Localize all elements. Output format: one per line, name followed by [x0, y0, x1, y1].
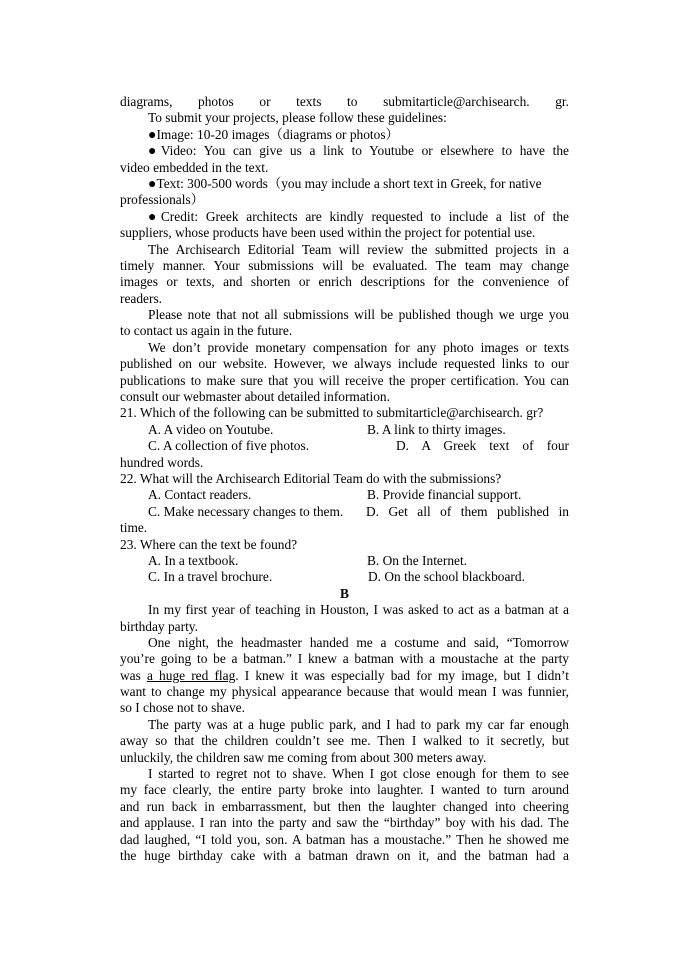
bullet-video-text: Video: You can give us a link to Youtube or elsewhere to have the	[160, 143, 569, 159]
option-c[interactable]: C. A collection of five photos.	[148, 438, 310, 454]
story-paragraph: and run back in embarrassment, but then the laughter changed into cheering	[120, 798, 569, 814]
bullet-icon: ●	[148, 176, 157, 192]
option-c[interactable]: C. Make necessary changes to them.	[148, 503, 344, 519]
option-b[interactable]: B. A link to thirty images.	[367, 421, 506, 437]
option-a[interactable]: A. In a textbook.	[148, 552, 239, 568]
story-paragraph: birthday party.	[120, 618, 198, 634]
note-paragraph: Please note that not all submissions will be published though we urge you	[148, 307, 569, 323]
question-21-options-cd	[120, 438, 569, 454]
compensation-paragraph: published on our website. However, we always include requested links to our	[120, 356, 569, 372]
review-paragraph: images or texts, and shorten or enrich descriptions for the convenience of	[120, 274, 569, 290]
bullet-image-text: Image: 10-20 images（diagrams or photos）	[156, 126, 399, 142]
bullet-video-cont: video embedded in the text.	[120, 159, 269, 175]
story-paragraph: One night, the headmaster handed me a costume and said, “Tomorrow	[148, 634, 569, 650]
question-21-options-ab	[120, 422, 569, 438]
option-a[interactable]: A. Contact readers.	[148, 487, 252, 503]
document-page	[120, 94, 569, 864]
review-paragraph: The Archisearch Editorial Team will review the submitted projects in a	[148, 241, 569, 257]
option-c[interactable]: C. In a travel brochure.	[148, 569, 273, 585]
option-d-cont: time.	[120, 520, 148, 536]
bullet-icon: ●	[148, 144, 161, 160]
bullet-icon: ●	[148, 127, 157, 143]
compensation-paragraph: consult our webmaster about detailed information.	[120, 389, 390, 405]
question-22-options-cd	[120, 504, 569, 520]
compensation-paragraph: We don’t provide monetary compensation for any photo images or texts	[148, 339, 569, 355]
bullet-icon: ●	[148, 209, 161, 225]
bullet-text	[120, 176, 569, 192]
option-d-cont: hundred words.	[120, 454, 204, 470]
option-a[interactable]: A. A video on Youtube.	[148, 421, 274, 437]
story-paragraph: unluckily, the children saw me coming from about 300 meters away.	[120, 749, 487, 765]
story-paragraph: The party was at a huge public park, and I had to park my car far enough	[148, 716, 569, 732]
guideline-line: diagrams, photos or texts to submitarticle@archisearch. gr.	[120, 94, 569, 109]
story-paragraph	[120, 668, 569, 684]
bullet-video	[120, 143, 569, 159]
bullet-credit-cont: suppliers, whose products have been used within the project for potential use.	[120, 225, 536, 241]
bullet-text-text: Text: 300-500 words（you may include a short text in Greek, for native	[156, 175, 542, 191]
option-d[interactable]: D. Get all of them published in	[366, 503, 569, 519]
story-paragraph: I started to regret not to shave. When I got close enough for them to see	[148, 766, 569, 782]
option-d[interactable]: D. On the school blackboard.	[368, 569, 525, 585]
story-paragraph: dad laughed, “I told you, son. A batman has a moustache.” Then he showed me	[120, 831, 569, 847]
review-paragraph: timely manner. Your submissions will be evaluated. The team may change	[120, 257, 569, 273]
story-paragraph: my face clearly, the entire party broke into laughter. I wanted to turn around	[120, 782, 569, 798]
option-d[interactable]: D. A Greek text of four	[396, 438, 569, 454]
story-paragraph: the huge birthday cake with a batman drawn on it, and the batman had a	[120, 847, 569, 863]
underlined-phrase: a huge red flag	[146, 667, 236, 683]
option-b[interactable]: B. Provide financial support.	[367, 487, 522, 503]
story-paragraph: want to change my physical appearance because that would mean I was funnier,	[120, 684, 569, 700]
question-23-options-cd	[120, 569, 569, 585]
question-21-stem: 21. Which of the following can be submitted to submitarticle@archisearch. gr?	[120, 405, 544, 421]
bullet-credit-text: Credit: Greek architects are kindly requested to include a list of the	[160, 208, 569, 224]
bullet-text-cont: professionals）	[120, 192, 205, 208]
bullet-credit	[120, 209, 569, 225]
compensation-paragraph: publications to make sure that you will receive the proper certification. You can	[120, 372, 569, 388]
question-23-options-ab	[120, 553, 569, 569]
section-heading: B	[340, 585, 349, 601]
bullet-image	[120, 127, 569, 143]
question-23-stem: 23. Where can the text be found?	[120, 536, 298, 552]
story-paragraph: away so that the children couldn’t see me. Then I walked to it secretly, but	[120, 733, 569, 749]
story-paragraph: you’re going to be a batman.” I knew a batman with a moustache at the party	[120, 651, 569, 667]
guideline-intro: To submit your projects, please follow these guidelines:	[148, 110, 447, 126]
story-paragraph: and applause. I ran into the party and saw the “birthday” boy with his dad. The	[120, 815, 569, 831]
question-22-stem: 22. What will the Archisearch Editorial Team do with the submissions?	[120, 470, 502, 486]
question-22-options-ab	[120, 487, 569, 503]
story-paragraph: In my first year of teaching in Houston, I was asked to act as a batman at a	[148, 602, 569, 618]
story-text: . I knew it was especially bad for my image, but I didn’t	[235, 667, 569, 683]
story-text: was	[120, 667, 147, 683]
story-paragraph: so I chose not to shave.	[120, 700, 245, 716]
option-b[interactable]: B. On the Internet.	[367, 552, 468, 568]
note-paragraph: to contact us again in the future.	[120, 323, 293, 339]
review-paragraph: readers.	[120, 290, 163, 306]
